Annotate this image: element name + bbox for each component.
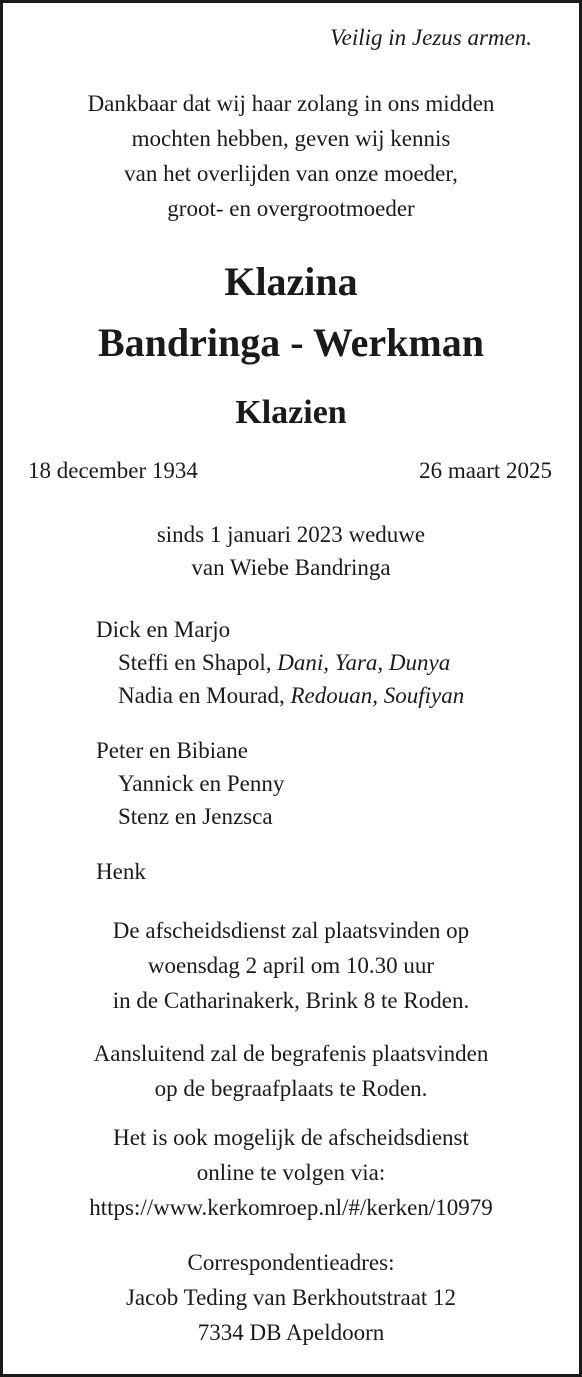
intro-line: van het overlijden van onze moeder, xyxy=(124,161,458,186)
family-parent: Peter en Bibiane xyxy=(96,738,249,763)
family-group xyxy=(96,734,284,833)
grandchildren: Dani, Yara, Dunya xyxy=(277,650,451,675)
address-street: Jacob Teding van Berkhoutstraat 12 xyxy=(125,1285,457,1310)
intro-text xyxy=(0,86,582,226)
family-child: Stenz en Jenzsca xyxy=(118,804,273,829)
family-child xyxy=(96,679,464,712)
address-city: 7334 DB Apeldoorn xyxy=(197,1320,385,1345)
service-line: De afscheidsdienst zal plaatsvinden op xyxy=(112,918,470,943)
life-dates xyxy=(28,458,552,484)
online-line: Het is ook mogelijk de afscheidsdienst xyxy=(113,1125,469,1150)
family-group xyxy=(96,855,146,888)
child-couple: Steffi en Shapol, xyxy=(118,650,278,675)
online-url: https://www.kerkomroep.nl/#/kerken/10979 xyxy=(89,1195,493,1220)
burial-info xyxy=(0,1036,582,1106)
online-line: online te volgen via: xyxy=(196,1160,386,1185)
intro-line: groot- en overgrootmoeder xyxy=(167,196,415,221)
motto: Veilig in Jezus armen. xyxy=(330,25,532,50)
online-info xyxy=(0,1120,582,1225)
deceased-nickname: Klazien xyxy=(235,394,347,431)
family-child: Yannick en Penny xyxy=(118,771,285,796)
burial-line: Aansluitend zal de begrafenis plaatsvinden xyxy=(93,1041,489,1066)
child-couple: Nadia en Mourad, xyxy=(118,683,291,708)
family-parent: Dick en Marjo xyxy=(96,617,231,642)
widow-note xyxy=(0,518,582,584)
deceased-first-name: Klazina xyxy=(224,259,358,304)
family-child xyxy=(96,646,464,679)
family-group xyxy=(96,613,464,712)
service-line: woensdag 2 april om 10.30 uur xyxy=(147,953,435,978)
service-line: in de Catharinakerk, Brink 8 te Roden. xyxy=(112,988,470,1013)
correspondence-label: Correspondentieadres: xyxy=(187,1250,395,1275)
deceased-surname: Bandringa - Werkman xyxy=(98,320,484,365)
birth-date: 18 december 1934 xyxy=(28,458,198,483)
service-info xyxy=(0,913,582,1018)
intro-line: Dankbaar dat wij haar zolang in ons midden xyxy=(87,91,495,116)
burial-line: op de begraafplaats te Roden. xyxy=(154,1076,428,1101)
death-date: 26 maart 2025 xyxy=(419,458,552,483)
widow-line: sinds 1 januari 2023 weduwe xyxy=(156,522,426,547)
correspondence-address xyxy=(0,1245,582,1350)
intro-line: mochten hebben, geven wij kennis xyxy=(131,126,451,151)
widow-line: van Wiebe Bandringa xyxy=(191,555,391,580)
family-parent: Henk xyxy=(96,859,146,884)
grandchildren: Redouan, Soufiyan xyxy=(290,683,465,708)
